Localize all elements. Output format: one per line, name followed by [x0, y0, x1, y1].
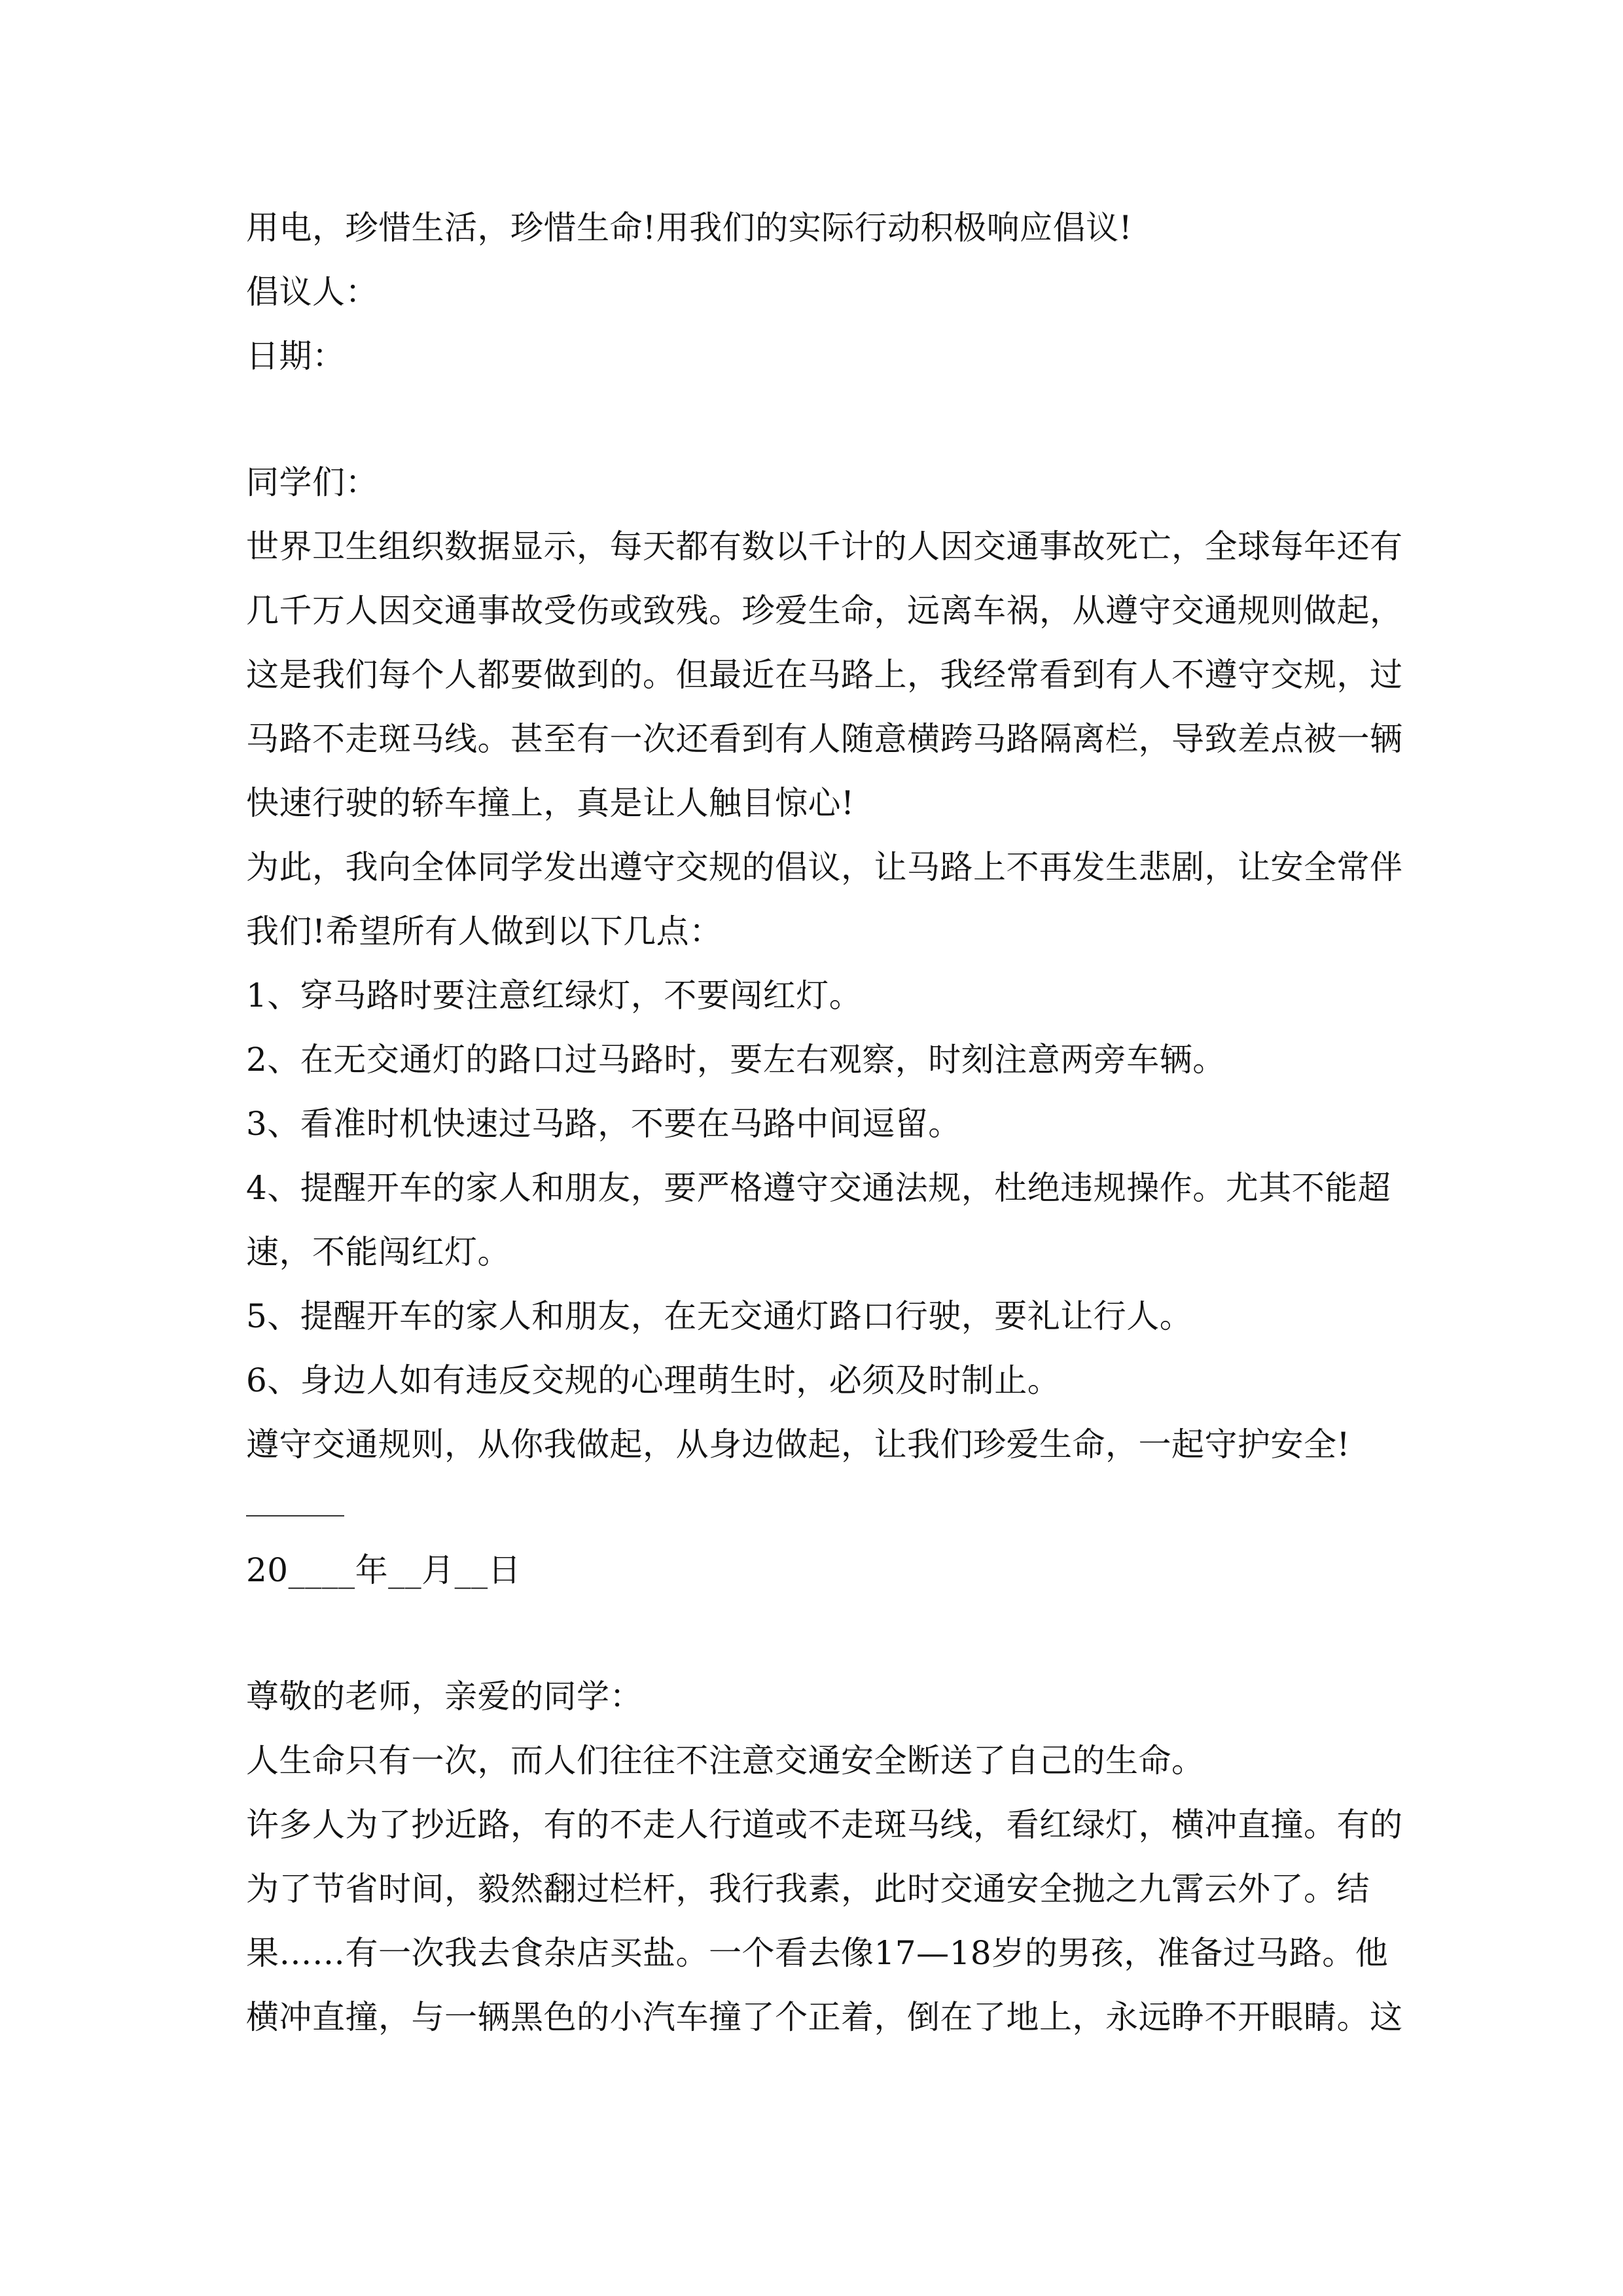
list-item: 5、提醒开车的家人和朋友，在无交通灯路口行驶，要礼让行人。: [246, 1297, 1193, 1335]
list-item: 3、看准时机快速过马路，不要在马路中间逗留。: [246, 1105, 961, 1143]
date-line: 20____年__月__日: [246, 1551, 522, 1589]
text-line: 横冲直撞，与一辆黑色的小汽车撞了个正着，倒在了地上，永远睁不开眼睛。这: [246, 1998, 1403, 2036]
text-line: 为了节省时间，毅然翻过栏杆，我行我素，此时交通安全抛之九霄云外了。结: [246, 1870, 1370, 1908]
text-line: 几千万人因交通事故受伤或致残。珍爱生命，远离车祸，从遵守交通规则做起，: [246, 592, 1403, 630]
salutation: 同学们：: [246, 463, 378, 501]
list-item: 2、在无交通灯的路口过马路时，要左右观察，时刻注意两旁车辆。: [246, 1041, 1226, 1079]
list-item: 4、提醒开车的家人和朋友，要严格遵守交通法规，杜绝违规操作。尤其不能超: [246, 1169, 1391, 1207]
text-line: 许多人为了抄近路，有的不走人行道或不走斑马线，看红绿灯，横冲直撞。有的: [246, 1806, 1403, 1844]
salutation: 尊敬的老师，亲爱的同学：: [246, 1677, 643, 1715]
signature-line: [246, 1515, 344, 1516]
text-line: 快速行驶的轿车撞上，真是让人触目惊心!: [246, 784, 855, 822]
signer-label: 倡议人：: [246, 273, 378, 311]
text-line: 我们!希望所有人做到以下几点：: [246, 912, 722, 950]
text-line: 用电，珍惜生活，珍惜生命!用我们的实际行动积极响应倡议!: [246, 209, 1133, 247]
text-line: 果……有一次我去食杂店买盐。一个看去像17—18岁的男孩，准备过马路。他: [246, 1934, 1389, 1972]
text-line: 马路不走斑马线。甚至有一次还看到有人随意横跨马路隔离栏，导致差点被一辆: [246, 720, 1403, 758]
text-line: 这是我们每个人都要做到的。但最近在马路上，我经常看到有人不遵守交规，过: [246, 656, 1403, 694]
list-item: 1、穿马路时要注意红绿灯，不要闯红灯。: [246, 977, 863, 1014]
text-line: 世界卫生组织数据显示，每天都有数以千计的人因交通事故死亡，全球每年还有: [246, 528, 1403, 565]
list-item: 6、身边人如有违反交规的心理萌生时，必须及时制止。: [246, 1361, 1061, 1399]
list-item: 速，不能闯红灯。: [246, 1233, 510, 1271]
text-line: 人生命只有一次，而人们往往不注意交通安全断送了自己的生命。: [246, 1742, 1205, 1780]
date-label: 日期：: [246, 337, 346, 375]
text-line: 遵守交通规则，从你我做起，从身边做起，让我们珍爱生命，一起守护安全!: [246, 1426, 1351, 1463]
text-line: 为此，我向全体同学发出遵守交规的倡议，让马路上不再发生悲剧，让安全常伴: [246, 848, 1403, 886]
